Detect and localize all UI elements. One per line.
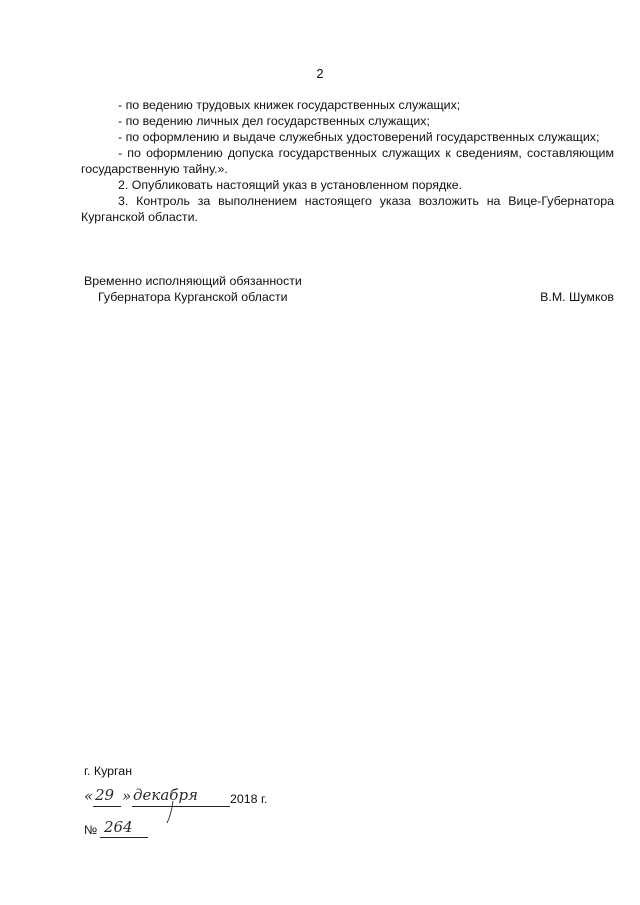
number-prefix: № bbox=[84, 823, 98, 837]
scan-artifact-mark: . bbox=[580, 4, 582, 10]
signatory-title bbox=[84, 273, 302, 305]
paragraph-labor-books: - по ведению трудовых книжек государственных служащих; bbox=[118, 98, 461, 112]
number-underline bbox=[100, 837, 148, 838]
signatory-title-line1: Временно исполняющий обязанности bbox=[84, 274, 302, 288]
date-close-quote: » bbox=[122, 787, 132, 805]
paragraph-secret-access: - по оформлению допуска государственных служащих к сведениям, составляющим государственную тайну.». bbox=[81, 146, 614, 176]
date-year: 2018 г. bbox=[230, 792, 268, 806]
document-date bbox=[84, 787, 284, 811]
page-number: 2 bbox=[316, 66, 324, 81]
document-number bbox=[84, 819, 204, 843]
number-value: 264 bbox=[104, 818, 133, 836]
date-day: 29 bbox=[95, 786, 115, 804]
signatory-title-line2: Губернатора Курганской области bbox=[98, 290, 288, 304]
scan-artifact-mark: . bbox=[530, 4, 532, 10]
paragraph-publish: 2. Опубликовать настоящий указ в установленном порядке. bbox=[118, 178, 463, 192]
signatory-name: В.М. Шумков bbox=[540, 290, 614, 304]
date-day-underline bbox=[93, 806, 121, 807]
paragraph-control: 3. Контроль за выполнением настоящего указа возложить на Вице-Губернатора Курганской области. bbox=[81, 194, 614, 224]
paragraph-personal-files: - по ведению личных дел государственных служащих; bbox=[118, 114, 430, 128]
scan-artifact-mark: . bbox=[610, 4, 612, 10]
paragraph-service-ids: - по оформлению и выдаче служебных удостоверений государственных служащих; bbox=[118, 130, 600, 144]
document-body bbox=[81, 97, 614, 225]
date-open-quote: « bbox=[84, 787, 94, 805]
date-month: декабря bbox=[133, 786, 198, 804]
date-month-underline bbox=[132, 806, 230, 807]
city-label: г. Курган bbox=[84, 764, 133, 778]
